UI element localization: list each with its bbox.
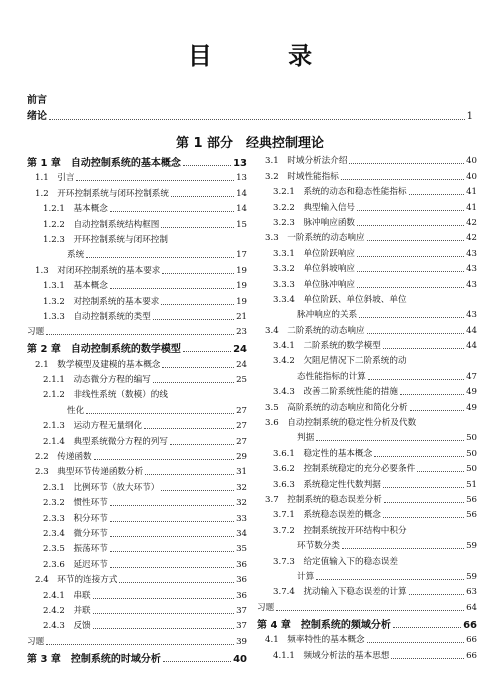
toc-entry bbox=[27, 371, 247, 386]
toc-entry-page: 49 bbox=[466, 387, 477, 398]
leader-dots bbox=[110, 536, 234, 537]
toc-entry-title: 3.5 高阶系统的动态响应和简化分析 bbox=[265, 402, 408, 413]
toc-chapter-entry bbox=[27, 338, 247, 355]
toc-entry bbox=[27, 602, 247, 617]
toc-entry-page: 56 bbox=[466, 494, 477, 505]
toc-entry-page: 35 bbox=[236, 544, 247, 555]
toc-entry bbox=[257, 506, 477, 521]
leader-dots bbox=[183, 165, 231, 166]
toc-entry bbox=[257, 383, 477, 398]
toc-entry bbox=[27, 586, 247, 601]
toc-entry bbox=[257, 321, 477, 336]
leader-dots bbox=[276, 610, 464, 611]
toc-entry-page: 27 bbox=[236, 421, 247, 432]
toc-entry-page: 25 bbox=[236, 375, 247, 386]
introduction-label: 绪论 bbox=[27, 111, 47, 122]
toc-entry-page: 50 bbox=[466, 448, 477, 459]
toc-entry bbox=[257, 367, 477, 382]
leader-dots bbox=[357, 271, 464, 272]
toc-entry-title: 习题 bbox=[27, 636, 45, 647]
toc-entry-page: 66 bbox=[466, 650, 477, 661]
toc-entry-page: 14 bbox=[236, 188, 247, 199]
leader-dots bbox=[153, 382, 234, 383]
leader-dots bbox=[161, 490, 234, 491]
toc-entry-title: 判据 bbox=[297, 433, 315, 444]
toc-chapter-entry bbox=[27, 152, 247, 169]
leader-dots bbox=[110, 505, 234, 506]
toc-entry-title: 2.3.3 积分环节 bbox=[43, 513, 108, 524]
toc-front-preface bbox=[27, 94, 473, 108]
leader-dots bbox=[409, 594, 464, 595]
toc-entry-title: 系统 bbox=[67, 250, 85, 261]
toc-left-column bbox=[27, 152, 247, 665]
toc-chapter-entry bbox=[27, 648, 247, 665]
toc-entry-title: 2.4 环节的连接方式 bbox=[35, 575, 118, 586]
toc-entry bbox=[27, 509, 247, 524]
leader-dots bbox=[410, 410, 464, 411]
toc-entry-title: 第 4 章 控制系统的频域分析 bbox=[257, 619, 391, 631]
leader-dots bbox=[110, 567, 234, 568]
toc-entry bbox=[27, 448, 247, 463]
toc-entry bbox=[27, 246, 247, 261]
toc-entry bbox=[257, 491, 477, 506]
leader-dots bbox=[46, 334, 234, 335]
toc-entry-page: 32 bbox=[236, 498, 247, 509]
toc-entry-page: 40 bbox=[233, 653, 247, 665]
leader-dots bbox=[145, 474, 234, 475]
toc-entry-page: 27 bbox=[236, 405, 247, 416]
toc-entry bbox=[27, 215, 247, 230]
toc-entry-title: 3.6.1 稳定性的基本概念 bbox=[273, 448, 373, 459]
toc-entry-title: 计算 bbox=[297, 571, 315, 582]
leader-dots bbox=[161, 304, 234, 305]
toc-entry-title: 1.1 引言 bbox=[35, 173, 75, 184]
leader-dots bbox=[417, 471, 464, 472]
toc-entry-page: 23 bbox=[236, 327, 247, 338]
toc-entry-page: 44 bbox=[466, 325, 477, 336]
toc-entry bbox=[257, 646, 477, 661]
toc-entry-page: 21 bbox=[236, 311, 247, 322]
leader-dots bbox=[341, 179, 464, 180]
leader-dots bbox=[119, 582, 234, 583]
toc-entry-page: 15 bbox=[236, 219, 247, 230]
leader-dots bbox=[316, 579, 464, 580]
leader-dots bbox=[409, 194, 464, 195]
toc-entry-page: 17 bbox=[236, 250, 247, 261]
toc-entry-title: 3.6 自动控制系统的稳定性分析及代数 bbox=[265, 418, 417, 429]
toc-entry bbox=[27, 617, 247, 632]
toc-entry-title: 2.2 传递函数 bbox=[35, 452, 92, 463]
leader-dots bbox=[400, 394, 464, 395]
toc-entry-title: 第 3 章 控制系统的时域分析 bbox=[27, 653, 161, 665]
toc-entry-page: 19 bbox=[236, 265, 247, 276]
toc-entry-title: 脉冲响应的关系 bbox=[297, 310, 358, 321]
toc-entry-title: 1.3.1 基本概念 bbox=[43, 281, 108, 292]
toc-entry-title: 3.4.2 欠阻尼情况下二阶系统的动 bbox=[273, 356, 407, 367]
toc-entry bbox=[257, 583, 477, 598]
toc-entry-page: 41 bbox=[466, 187, 477, 198]
toc-entry-title: 2.3.6 延迟环节 bbox=[43, 559, 108, 570]
toc-entry-title: 2.4.3 反馈 bbox=[43, 621, 91, 632]
leader-dots bbox=[357, 210, 464, 211]
leader-dots bbox=[374, 456, 464, 457]
toc-entry-title: 1.2.3 开环控制系统与闭环控制 bbox=[43, 234, 168, 245]
toc-entry-title: 3.6.2 控制系统稳定的充分必要条件 bbox=[273, 464, 416, 475]
toc-entry-title: 2.3.1 比例环节（放大环节） bbox=[43, 482, 160, 493]
leader-dots bbox=[316, 440, 464, 441]
toc-entry bbox=[27, 540, 247, 555]
toc-entry bbox=[27, 386, 247, 401]
leader-dots bbox=[110, 521, 234, 522]
leader-dots bbox=[93, 613, 234, 614]
toc-entry-page: 31 bbox=[236, 467, 247, 478]
toc-entry-title: 1.2.2 自动控制系统结构框图 bbox=[43, 219, 160, 230]
toc-entry-page: 19 bbox=[236, 281, 247, 292]
leader-dots bbox=[110, 211, 234, 212]
toc-entry-title: 1.2 开环控制系统与闭环控制系统 bbox=[35, 188, 169, 199]
leader-dots bbox=[86, 257, 234, 258]
toc-entry-title: 3.3.4 单位阶跃、单位斜坡、单位 bbox=[273, 294, 407, 305]
toc-entry-title: 2.4.2 并联 bbox=[43, 605, 91, 616]
toc-entry-title: 3.2.2 典型输入信号 bbox=[273, 202, 356, 213]
toc-entry-title: 3.4.3 改善二阶系统性能的措施 bbox=[273, 387, 398, 398]
leader-dots bbox=[86, 413, 234, 414]
toc-entry-page: 29 bbox=[236, 452, 247, 463]
toc-entry bbox=[257, 537, 477, 552]
leader-dots bbox=[93, 628, 234, 629]
toc-entry-title: 习题 bbox=[257, 602, 275, 613]
toc-entry-title: 1.2.1 基本概念 bbox=[43, 204, 108, 215]
toc-entry bbox=[257, 414, 477, 429]
toc-entry bbox=[27, 323, 247, 338]
toc-entry bbox=[257, 306, 477, 321]
toc-entry-page: 43 bbox=[466, 279, 477, 290]
toc-entry bbox=[27, 571, 247, 586]
toc-entry-page: 49 bbox=[466, 402, 477, 413]
toc-entry-page: 64 bbox=[466, 602, 477, 613]
toc-entry-page: 36 bbox=[236, 575, 247, 586]
introduction-page: 1 bbox=[466, 111, 473, 122]
toc-entry-title: 习题 bbox=[27, 327, 45, 338]
toc-entry-title: 3.7 控制系统的稳态误差分析 bbox=[265, 494, 382, 505]
leader-dots bbox=[367, 240, 464, 241]
toc-entry-title: 4.1.1 频域分析法的基本思想 bbox=[273, 650, 390, 661]
toc-entry-page: 13 bbox=[236, 173, 247, 184]
toc-entry-title: 3.3.3 单位脉冲响应 bbox=[273, 279, 356, 290]
leader-dots bbox=[383, 348, 464, 349]
toc-entry-title: 1.3 对闭环控制系统的基本要求 bbox=[35, 265, 161, 276]
toc-entry-page: 13 bbox=[233, 158, 247, 169]
part-heading: 第 1 部分 经典控制理论 bbox=[175, 136, 325, 151]
toc-entry-page: 33 bbox=[236, 513, 247, 524]
toc-entry bbox=[257, 598, 477, 613]
toc-entry bbox=[257, 337, 477, 352]
toc-right-column bbox=[257, 152, 477, 662]
toc-entry-page: 59 bbox=[466, 571, 477, 582]
toc-entry bbox=[257, 429, 477, 444]
toc-entry bbox=[27, 277, 247, 292]
leader-dots bbox=[357, 287, 464, 288]
toc-entry bbox=[257, 631, 477, 646]
toc-entry-title: 3.7.1 系统稳态误差的概念 bbox=[273, 510, 381, 521]
toc-entry-title: 第 1 章 自动控制系统的基本概念 bbox=[27, 158, 181, 169]
leader-dots bbox=[183, 351, 231, 352]
toc-entry-page: 43 bbox=[466, 310, 477, 321]
toc-entry bbox=[27, 494, 247, 509]
leader-dots bbox=[110, 551, 234, 552]
toc-entry-title: 2.3 典型环节传递函数分析 bbox=[35, 467, 144, 478]
toc-entry bbox=[257, 460, 477, 475]
leader-dots bbox=[367, 642, 464, 643]
toc-entry-page: 37 bbox=[236, 621, 247, 632]
toc-entry-title: 2.1.4 典型系统微分方程的列写 bbox=[43, 436, 168, 447]
toc-entry-page: 50 bbox=[466, 433, 477, 444]
toc-entry bbox=[257, 198, 477, 213]
toc-entry-title: 1.3.2 对控制系统的基本要求 bbox=[43, 296, 160, 307]
toc-entry-title: 1.3.3 自动控制系统的类型 bbox=[43, 311, 151, 322]
leader-dots bbox=[359, 317, 464, 318]
toc-entry bbox=[27, 200, 247, 215]
toc-entry-title: 态性能指标的计算 bbox=[297, 371, 366, 382]
leader-dots bbox=[161, 227, 234, 228]
toc-entry-title: 3.2.1 系统的动态和稳态性能指标 bbox=[273, 187, 407, 198]
leader-dots bbox=[94, 459, 234, 460]
toc-entry bbox=[27, 292, 247, 307]
leader-dots bbox=[357, 256, 464, 257]
leader-dots bbox=[383, 517, 464, 518]
toc-entry bbox=[257, 260, 477, 275]
toc-entry-title: 2.1 数学模型及建模的基本概念 bbox=[35, 359, 161, 370]
toc-entry-page: 36 bbox=[236, 590, 247, 601]
toc-front-introduction bbox=[27, 110, 473, 124]
toc-entry bbox=[257, 291, 477, 306]
leader-dots bbox=[367, 333, 464, 334]
toc-entry-page: 27 bbox=[236, 436, 247, 447]
page-title: 目 录 bbox=[187, 42, 347, 70]
toc-entry-page: 19 bbox=[236, 296, 247, 307]
toc-entry-page: 24 bbox=[233, 344, 247, 356]
toc-entry bbox=[27, 184, 247, 199]
toc-entry bbox=[257, 244, 477, 259]
leader-dots bbox=[162, 367, 234, 368]
toc-entry-page: 59 bbox=[466, 541, 477, 552]
toc-entry bbox=[257, 521, 477, 536]
leader-dots bbox=[170, 444, 234, 445]
toc-entry-page: 42 bbox=[466, 217, 477, 228]
leader-dots bbox=[383, 487, 464, 488]
toc-chapter-entry bbox=[257, 614, 477, 631]
toc-entry bbox=[27, 432, 247, 447]
leader-dots bbox=[110, 288, 234, 289]
toc-entry-title: 3.6.3 系统稳定性代数判据 bbox=[273, 479, 381, 490]
leader-dots bbox=[163, 661, 231, 662]
leader-dots bbox=[93, 598, 234, 599]
toc-entry-page: 14 bbox=[236, 204, 247, 215]
toc-entry-page: 24 bbox=[236, 359, 247, 370]
toc-entry bbox=[27, 261, 247, 276]
leader-dots bbox=[153, 319, 234, 320]
leader-dots bbox=[349, 163, 464, 164]
leader-dots bbox=[76, 180, 234, 181]
toc-entry-title: 2.4.1 串联 bbox=[43, 590, 91, 601]
toc-entry-page: 51 bbox=[466, 479, 477, 490]
toc-entry bbox=[27, 525, 247, 540]
toc-entry bbox=[257, 568, 477, 583]
toc-entry-page: 39 bbox=[236, 636, 247, 647]
toc-entry bbox=[257, 214, 477, 229]
toc-entry-title: 2.1.2 非线性系统（数模）的线 bbox=[43, 390, 168, 401]
toc-entry bbox=[27, 401, 247, 416]
toc-entry-title: 3.2.3 脉冲响应函数 bbox=[273, 217, 356, 228]
toc-entry-title: 4.1 频率特性的基本概念 bbox=[265, 635, 365, 646]
toc-entry-title: 3.7.4 扰动输入下稳态误差的计算 bbox=[273, 587, 407, 598]
toc-entry bbox=[257, 444, 477, 459]
toc-entry-title: 2.3.4 微分环节 bbox=[43, 528, 108, 539]
toc-entry-page: 41 bbox=[466, 202, 477, 213]
toc-entry-title: 性化 bbox=[67, 405, 85, 416]
toc-entry-title: 3.3.2 单位斜坡响应 bbox=[273, 264, 356, 275]
leader-dots bbox=[46, 644, 234, 645]
leader-dots bbox=[49, 119, 465, 120]
leader-dots bbox=[342, 548, 464, 549]
toc-entry-title: 3.4.1 二阶系统的数学模型 bbox=[273, 341, 381, 352]
toc-entry-title: 3.4 二阶系统的动态响应 bbox=[265, 325, 365, 336]
toc-entry-title: 2.3.5 振荡环节 bbox=[43, 544, 108, 555]
toc-entry bbox=[257, 229, 477, 244]
toc-entry-page: 32 bbox=[236, 482, 247, 493]
leader-dots bbox=[393, 627, 461, 628]
toc-entry-page: 50 bbox=[466, 464, 477, 475]
toc-entry bbox=[27, 308, 247, 323]
toc-entry-page: 43 bbox=[466, 248, 477, 259]
toc-entry bbox=[257, 183, 477, 198]
leader-dots bbox=[144, 428, 234, 429]
toc-entry bbox=[257, 275, 477, 290]
toc-entry bbox=[27, 355, 247, 370]
toc-entry-page: 42 bbox=[466, 233, 477, 244]
leader-dots bbox=[357, 225, 464, 226]
toc-entry-title: 第 2 章 自动控制系统的数学模型 bbox=[27, 344, 181, 356]
toc-entry-title: 3.7.3 给定值输入下的稳态误差 bbox=[273, 556, 398, 567]
toc-entry-page: 40 bbox=[466, 156, 477, 167]
toc-entry bbox=[27, 632, 247, 647]
leader-dots bbox=[391, 658, 464, 659]
toc-entry-title: 3.3 一阶系统的动态响应 bbox=[265, 233, 365, 244]
toc-entry-title: 2.1.3 运动方程无量纲化 bbox=[43, 421, 143, 432]
toc-entry-page: 66 bbox=[466, 635, 477, 646]
toc-entry-page: 63 bbox=[466, 587, 477, 598]
toc-entry bbox=[257, 352, 477, 367]
leader-dots bbox=[368, 379, 464, 380]
leader-dots bbox=[384, 502, 464, 503]
toc-entry-page: 34 bbox=[236, 528, 247, 539]
toc-entry-page: 40 bbox=[466, 171, 477, 182]
toc-entry-title: 3.3.1 单位阶跃响应 bbox=[273, 248, 356, 259]
toc-entry bbox=[27, 463, 247, 478]
toc-entry bbox=[257, 167, 477, 182]
toc-entry-title: 2.1.1 动态微分方程的编写 bbox=[43, 375, 151, 386]
toc-entry bbox=[27, 555, 247, 570]
toc-entry-title: 2.3.2 惯性环节 bbox=[43, 498, 108, 509]
toc-entry bbox=[257, 475, 477, 490]
toc-entry bbox=[27, 231, 247, 246]
toc-entry-title: 环节数分类 bbox=[297, 541, 340, 552]
leader-dots bbox=[162, 273, 234, 274]
toc-entry-title: 3.1 时域分析法介绍 bbox=[265, 156, 348, 167]
preface-label: 前言 bbox=[27, 95, 47, 106]
leader-dots bbox=[171, 196, 234, 197]
toc-entry-page: 43 bbox=[466, 264, 477, 275]
toc-entry bbox=[27, 169, 247, 184]
toc-entry-page: 66 bbox=[463, 619, 477, 631]
toc-entry-title: 3.2 时域性能指标 bbox=[265, 171, 339, 182]
toc-entry-title: 3.7.2 控制系统按开环结构中积分 bbox=[273, 525, 407, 536]
toc-entry-page: 56 bbox=[466, 510, 477, 521]
toc-entry-page: 37 bbox=[236, 605, 247, 616]
toc-entry bbox=[257, 152, 477, 167]
toc-entry-page: 36 bbox=[236, 559, 247, 570]
toc-entry bbox=[257, 398, 477, 413]
toc-entry bbox=[27, 478, 247, 493]
toc-entry bbox=[257, 552, 477, 567]
toc-entry-page: 44 bbox=[466, 341, 477, 352]
toc-entry-page: 47 bbox=[466, 371, 477, 382]
toc-entry bbox=[27, 417, 247, 432]
